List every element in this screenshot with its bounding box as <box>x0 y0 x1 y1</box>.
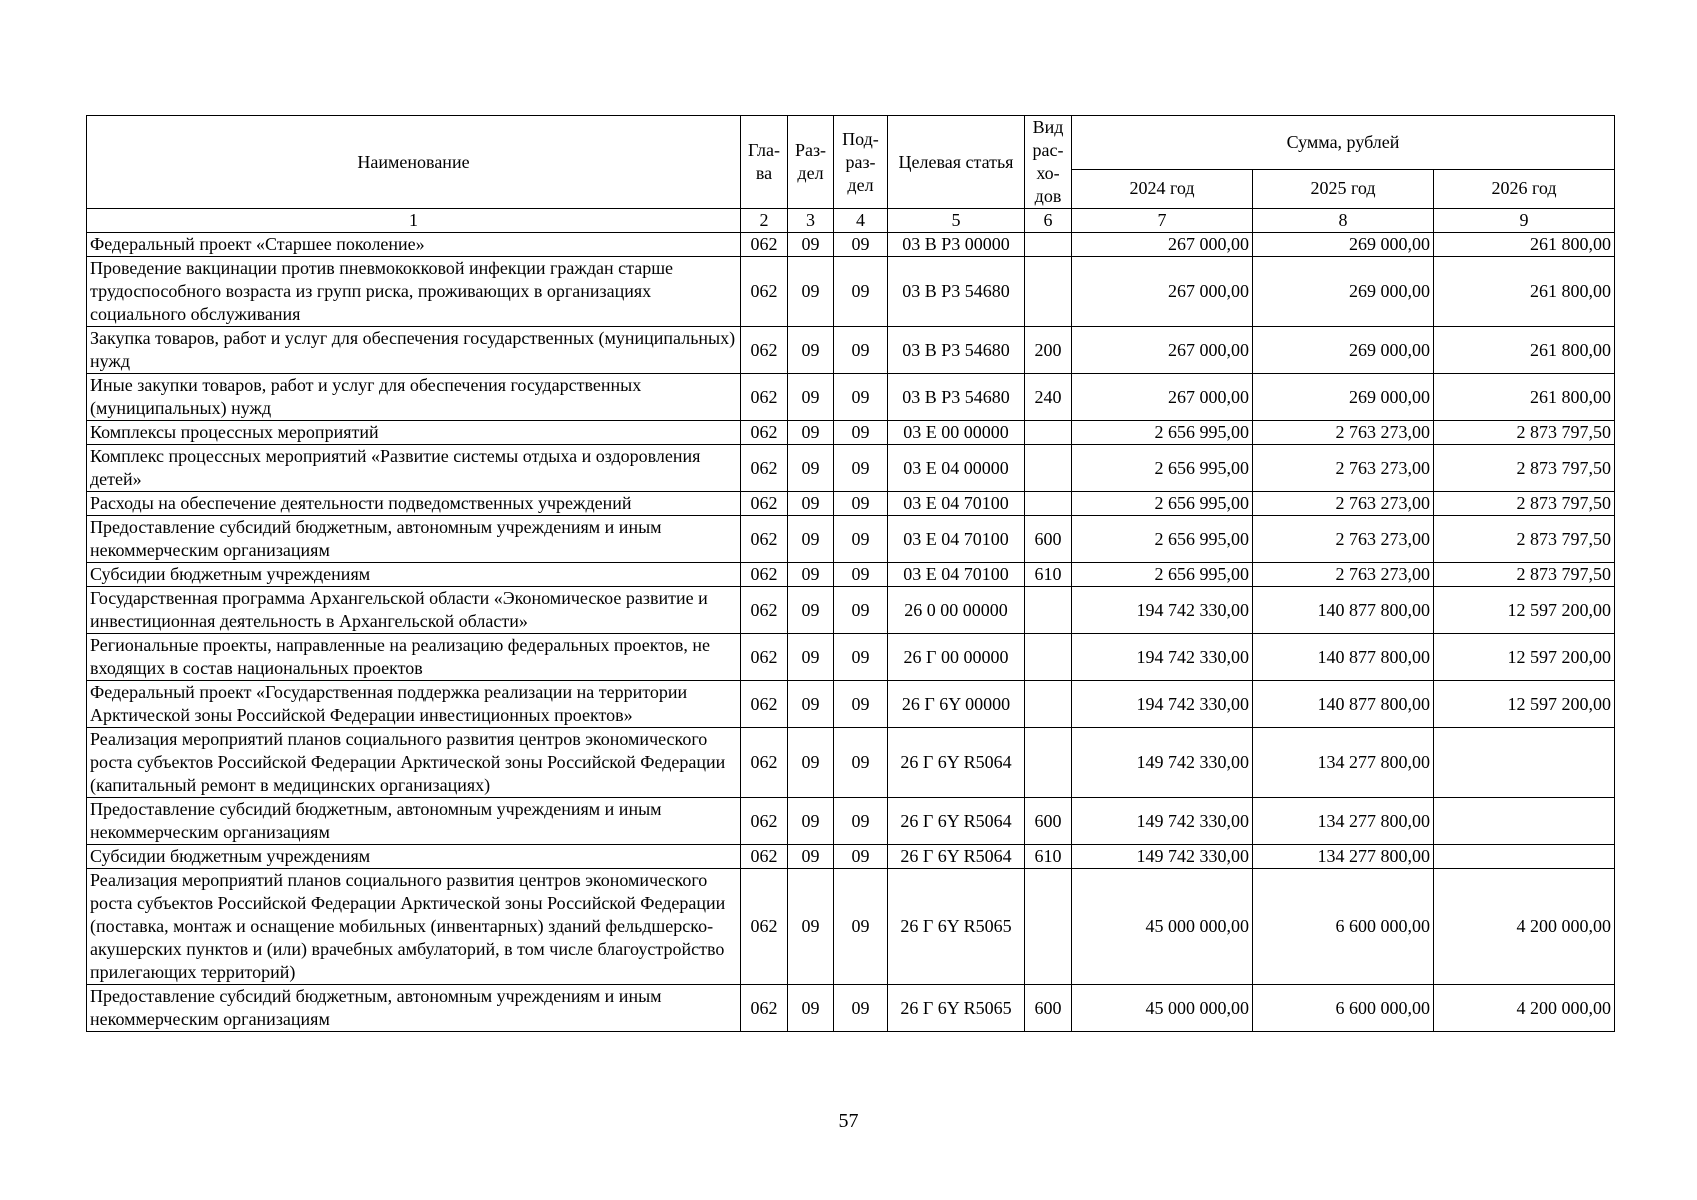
row-expense-type: 610 <box>1025 845 1072 869</box>
row-amount-2026 <box>1434 845 1615 869</box>
header-amount: Сумма, рублей <box>1072 116 1615 170</box>
row-chapter: 062 <box>741 421 788 445</box>
column-number: 2 <box>741 209 788 233</box>
row-target-article: 03 В Р3 54680 <box>888 374 1025 421</box>
row-amount-2025: 134 277 800,00 <box>1253 845 1434 869</box>
column-number: 9 <box>1434 209 1615 233</box>
budget-table <box>86 115 1615 1032</box>
row-amount-2026: 2 873 797,50 <box>1434 492 1615 516</box>
table-header <box>87 116 1615 233</box>
row-chapter: 062 <box>741 563 788 587</box>
header-chapter: Гла-ва <box>741 116 788 209</box>
row-subsection: 09 <box>834 257 888 327</box>
column-number: 4 <box>834 209 888 233</box>
row-chapter: 062 <box>741 798 788 845</box>
row-amount-2025: 269 000,00 <box>1253 327 1434 374</box>
table-row <box>87 634 1615 681</box>
row-subsection: 09 <box>834 681 888 728</box>
row-section: 09 <box>788 634 834 681</box>
column-number: 5 <box>888 209 1025 233</box>
header-section: Раз-дел <box>788 116 834 209</box>
row-chapter: 062 <box>741 445 788 492</box>
row-amount-2025: 6 600 000,00 <box>1253 869 1434 985</box>
row-name: Комплекс процессных мероприятий «Развитие системы отдыха и оздоровления детей» <box>87 445 741 492</box>
row-section: 09 <box>788 257 834 327</box>
row-expense-type: 610 <box>1025 563 1072 587</box>
row-target-article: 03 Е 04 70100 <box>888 516 1025 563</box>
row-section: 09 <box>788 233 834 257</box>
row-amount-2024: 149 742 330,00 <box>1072 845 1253 869</box>
row-amount-2025: 140 877 800,00 <box>1253 587 1434 634</box>
row-name: Реализация мероприятий планов социального развития центров экономического роста субъектов Российской Федерации Арктической зоны Российской Федерации (капитальный ремонт в медицинских организациях) <box>87 728 741 798</box>
row-amount-2024: 149 742 330,00 <box>1072 728 1253 798</box>
row-amount-2024: 194 742 330,00 <box>1072 587 1253 634</box>
row-expense-type <box>1025 681 1072 728</box>
row-amount-2025: 6 600 000,00 <box>1253 985 1434 1032</box>
row-amount-2026 <box>1434 728 1615 798</box>
row-chapter: 062 <box>741 681 788 728</box>
row-subsection: 09 <box>834 492 888 516</box>
row-subsection: 09 <box>834 798 888 845</box>
header-year-2026: 2026 год <box>1434 169 1615 208</box>
row-amount-2025: 269 000,00 <box>1253 374 1434 421</box>
row-section: 09 <box>788 869 834 985</box>
row-chapter: 062 <box>741 587 788 634</box>
row-amount-2024: 2 656 995,00 <box>1072 516 1253 563</box>
table-row <box>87 492 1615 516</box>
row-expense-type <box>1025 492 1072 516</box>
row-section: 09 <box>788 563 834 587</box>
row-chapter: 062 <box>741 985 788 1032</box>
row-subsection: 09 <box>834 445 888 492</box>
row-section: 09 <box>788 728 834 798</box>
row-amount-2024: 267 000,00 <box>1072 233 1253 257</box>
row-subsection: 09 <box>834 421 888 445</box>
row-target-article: 03 В Р3 54680 <box>888 327 1025 374</box>
row-subsection: 09 <box>834 869 888 985</box>
header-subsection: Под-раз-дел <box>834 116 888 209</box>
row-section: 09 <box>788 798 834 845</box>
row-expense-type <box>1025 869 1072 985</box>
row-target-article: 26 Г 6Y R5065 <box>888 869 1025 985</box>
table-row <box>87 985 1615 1032</box>
table-row <box>87 257 1615 327</box>
row-target-article: 26 0 00 00000 <box>888 587 1025 634</box>
row-amount-2026: 261 800,00 <box>1434 374 1615 421</box>
row-amount-2026: 2 873 797,50 <box>1434 421 1615 445</box>
row-amount-2024: 2 656 995,00 <box>1072 445 1253 492</box>
row-chapter: 062 <box>741 516 788 563</box>
row-expense-type <box>1025 257 1072 327</box>
row-section: 09 <box>788 516 834 563</box>
row-amount-2026 <box>1434 798 1615 845</box>
row-name: Субсидии бюджетным учреждениям <box>87 563 741 587</box>
row-target-article: 26 Г 6Y R5064 <box>888 728 1025 798</box>
row-target-article: 03 Е 04 00000 <box>888 445 1025 492</box>
row-section: 09 <box>788 327 834 374</box>
row-target-article: 26 Г 6Y R5064 <box>888 845 1025 869</box>
row-amount-2026: 12 597 200,00 <box>1434 681 1615 728</box>
column-number: 1 <box>87 209 741 233</box>
table-row <box>87 798 1615 845</box>
table-row <box>87 374 1615 421</box>
row-chapter: 062 <box>741 634 788 681</box>
row-subsection: 09 <box>834 563 888 587</box>
row-chapter: 062 <box>741 257 788 327</box>
row-expense-type: 600 <box>1025 798 1072 845</box>
header-year-2024: 2024 год <box>1072 169 1253 208</box>
row-name: Проведение вакцинации против пневмококковой инфекции граждан старше трудоспособного возраста из групп риска, проживающих в организациях социального обслуживания <box>87 257 741 327</box>
row-amount-2024: 45 000 000,00 <box>1072 985 1253 1032</box>
row-name: Реализация мероприятий планов социального развития центров экономического роста субъектов Российской Федерации Арктической зоны Российской Федерации (поставка, монтаж и оснащение мобильных (инвентарных) зданий фельдшерско-акушерских пунктов и (или) врачебных амбулаторий, в том числе благоустройство прилегающих территорий) <box>87 869 741 985</box>
row-expense-type <box>1025 728 1072 798</box>
row-amount-2025: 134 277 800,00 <box>1253 728 1434 798</box>
row-amount-2024: 267 000,00 <box>1072 374 1253 421</box>
row-expense-type: 600 <box>1025 985 1072 1032</box>
header-year-2025: 2025 год <box>1253 169 1434 208</box>
row-amount-2025: 2 763 273,00 <box>1253 445 1434 492</box>
row-chapter: 062 <box>741 492 788 516</box>
row-amount-2024: 267 000,00 <box>1072 257 1253 327</box>
row-target-article: 03 В Р3 54680 <box>888 257 1025 327</box>
row-section: 09 <box>788 421 834 445</box>
row-name: Закупка товаров, работ и услуг для обеспечения государственных (муниципальных) нужд <box>87 327 741 374</box>
row-amount-2024: 2 656 995,00 <box>1072 421 1253 445</box>
row-chapter: 062 <box>741 327 788 374</box>
row-target-article: 03 Е 04 70100 <box>888 492 1025 516</box>
table-body <box>87 233 1615 1032</box>
row-subsection: 09 <box>834 587 888 634</box>
header-target-article: Целевая статья <box>888 116 1025 209</box>
row-amount-2026: 2 873 797,50 <box>1434 563 1615 587</box>
row-expense-type <box>1025 634 1072 681</box>
row-amount-2025: 140 877 800,00 <box>1253 681 1434 728</box>
row-amount-2026: 4 200 000,00 <box>1434 869 1615 985</box>
column-number: 6 <box>1025 209 1072 233</box>
row-amount-2026: 12 597 200,00 <box>1434 634 1615 681</box>
row-expense-type <box>1025 587 1072 634</box>
table-row <box>87 327 1615 374</box>
row-target-article: 03 Е 04 70100 <box>888 563 1025 587</box>
row-amount-2024: 267 000,00 <box>1072 327 1253 374</box>
row-chapter: 062 <box>741 233 788 257</box>
row-expense-type: 600 <box>1025 516 1072 563</box>
table-row <box>87 869 1615 985</box>
table-row <box>87 445 1615 492</box>
row-amount-2024: 45 000 000,00 <box>1072 869 1253 985</box>
row-amount-2025: 269 000,00 <box>1253 257 1434 327</box>
row-target-article: 26 Г 6Y 00000 <box>888 681 1025 728</box>
table-row <box>87 681 1615 728</box>
row-amount-2024: 194 742 330,00 <box>1072 634 1253 681</box>
column-number-row <box>87 209 1615 233</box>
row-expense-type <box>1025 421 1072 445</box>
row-section: 09 <box>788 374 834 421</box>
row-amount-2026: 261 800,00 <box>1434 327 1615 374</box>
row-amount-2025: 140 877 800,00 <box>1253 634 1434 681</box>
column-number: 3 <box>788 209 834 233</box>
row-section: 09 <box>788 492 834 516</box>
row-name: Комплексы процессных мероприятий <box>87 421 741 445</box>
row-section: 09 <box>788 587 834 634</box>
row-chapter: 062 <box>741 728 788 798</box>
row-name: Субсидии бюджетным учреждениям <box>87 845 741 869</box>
row-amount-2025: 2 763 273,00 <box>1253 492 1434 516</box>
row-subsection: 09 <box>834 327 888 374</box>
column-number: 8 <box>1253 209 1434 233</box>
row-name: Предоставление субсидий бюджетным, автономным учреждениям и иным некоммерческим организациям <box>87 798 741 845</box>
header-name: Наименование <box>87 116 741 209</box>
row-amount-2025: 269 000,00 <box>1253 233 1434 257</box>
row-section: 09 <box>788 445 834 492</box>
row-chapter: 062 <box>741 845 788 869</box>
row-subsection: 09 <box>834 728 888 798</box>
table-row <box>87 516 1615 563</box>
row-expense-type: 200 <box>1025 327 1072 374</box>
row-expense-type <box>1025 445 1072 492</box>
row-name: Предоставление субсидий бюджетным, автономным учреждениям и иным некоммерческим организациям <box>87 516 741 563</box>
row-name: Федеральный проект «Государственная поддержка реализации на территории Арктической зоны Российской Федерации инвестиционных проектов» <box>87 681 741 728</box>
header-expense-type: Вид рас-хо-дов <box>1025 116 1072 209</box>
row-subsection: 09 <box>834 845 888 869</box>
row-expense-type: 240 <box>1025 374 1072 421</box>
row-amount-2024: 2 656 995,00 <box>1072 492 1253 516</box>
table-row <box>87 845 1615 869</box>
row-name: Государственная программа Архангельской области «Экономическое развитие и инвестиционная деятельность в Архангельской области» <box>87 587 741 634</box>
row-amount-2025: 2 763 273,00 <box>1253 421 1434 445</box>
row-section: 09 <box>788 985 834 1032</box>
row-name: Расходы на обеспечение деятельности подведомственных учреждений <box>87 492 741 516</box>
row-target-article: 26 Г 6Y R5064 <box>888 798 1025 845</box>
row-amount-2026: 4 200 000,00 <box>1434 985 1615 1032</box>
table-row <box>87 233 1615 257</box>
row-amount-2026: 261 800,00 <box>1434 257 1615 327</box>
row-amount-2025: 134 277 800,00 <box>1253 798 1434 845</box>
row-target-article: 03 В Р3 00000 <box>888 233 1025 257</box>
row-name: Региональные проекты, направленные на реализацию федеральных проектов, не входящих в состав национальных проектов <box>87 634 741 681</box>
row-subsection: 09 <box>834 985 888 1032</box>
row-subsection: 09 <box>834 374 888 421</box>
row-amount-2025: 2 763 273,00 <box>1253 516 1434 563</box>
row-subsection: 09 <box>834 516 888 563</box>
row-amount-2026: 2 873 797,50 <box>1434 516 1615 563</box>
row-name: Иные закупки товаров, работ и услуг для обеспечения государственных (муниципальных) нужд <box>87 374 741 421</box>
row-chapter: 062 <box>741 869 788 985</box>
row-target-article: 26 Г 6Y R5065 <box>888 985 1025 1032</box>
row-amount-2024: 149 742 330,00 <box>1072 798 1253 845</box>
table-row <box>87 421 1615 445</box>
row-expense-type <box>1025 233 1072 257</box>
row-amount-2026: 2 873 797,50 <box>1434 445 1615 492</box>
row-section: 09 <box>788 845 834 869</box>
row-target-article: 03 Е 00 00000 <box>888 421 1025 445</box>
column-number: 7 <box>1072 209 1253 233</box>
row-name: Федеральный проект «Старшее поколение» <box>87 233 741 257</box>
row-section: 09 <box>788 681 834 728</box>
row-amount-2025: 2 763 273,00 <box>1253 563 1434 587</box>
page-number: 57 <box>838 1110 859 1132</box>
table-row <box>87 587 1615 634</box>
table-row <box>87 563 1615 587</box>
row-target-article: 26 Г 00 00000 <box>888 634 1025 681</box>
row-subsection: 09 <box>834 634 888 681</box>
table-row <box>87 728 1615 798</box>
row-amount-2026: 261 800,00 <box>1434 233 1615 257</box>
row-name: Предоставление субсидий бюджетным, автономным учреждениям и иным некоммерческим организациям <box>87 985 741 1032</box>
row-subsection: 09 <box>834 233 888 257</box>
row-amount-2024: 2 656 995,00 <box>1072 563 1253 587</box>
row-chapter: 062 <box>741 374 788 421</box>
row-amount-2026: 12 597 200,00 <box>1434 587 1615 634</box>
row-amount-2024: 194 742 330,00 <box>1072 681 1253 728</box>
